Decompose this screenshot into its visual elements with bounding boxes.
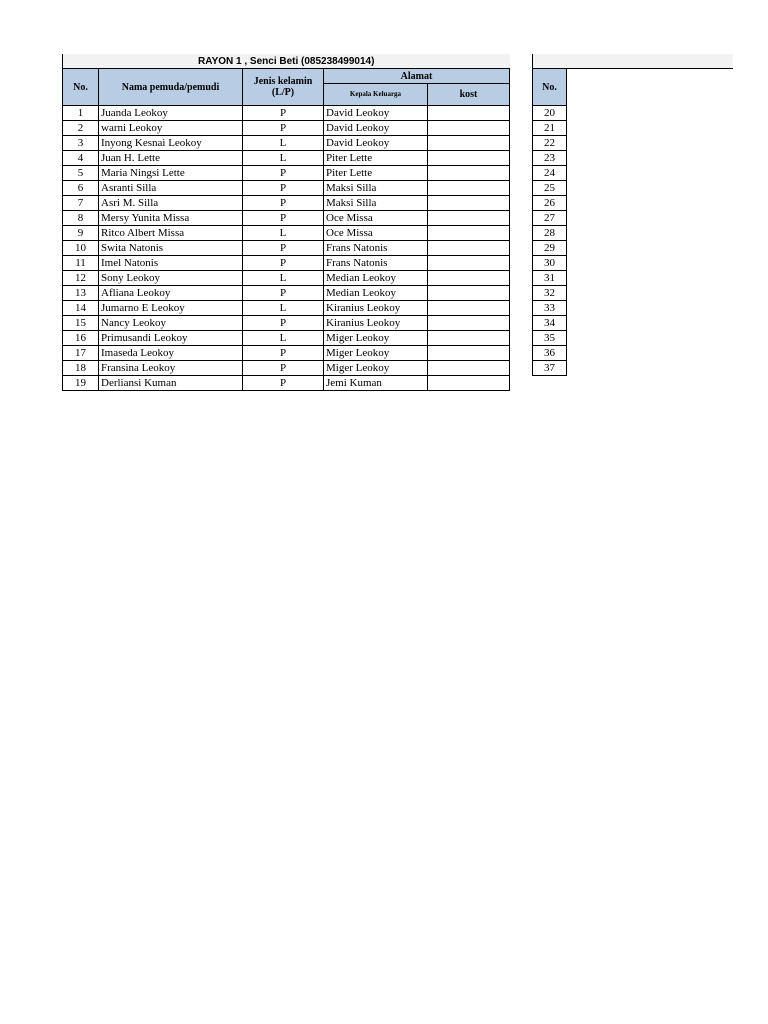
- row-number: 19: [63, 376, 99, 391]
- row-gender: L: [243, 136, 324, 151]
- row-kost: [428, 151, 510, 166]
- row-number: 5: [63, 166, 99, 181]
- side-table-body: [533, 106, 733, 376]
- table-row: [63, 211, 510, 226]
- side-row: [533, 286, 733, 301]
- side-row-number: 35: [533, 331, 567, 346]
- row-kost: [428, 331, 510, 346]
- row-head-of-family: Miger Leokoy: [324, 361, 428, 376]
- row-number: 17: [63, 346, 99, 361]
- side-row-blank: [567, 301, 733, 316]
- side-row-blank: [567, 106, 733, 121]
- row-gender: P: [243, 166, 324, 181]
- side-row-number: 20: [533, 106, 567, 121]
- row-kost: [428, 136, 510, 151]
- row-name: Asranti Silla: [99, 181, 243, 196]
- row-kost: [428, 301, 510, 316]
- table-row: [63, 241, 510, 256]
- table-row: [63, 286, 510, 301]
- row-number: 14: [63, 301, 99, 316]
- row-kost: [428, 376, 510, 391]
- side-header-no: No.: [533, 69, 567, 106]
- row-kost: [428, 226, 510, 241]
- table-row: [63, 181, 510, 196]
- row-head-of-family: Piter Lette: [324, 151, 428, 166]
- side-row: [533, 361, 733, 376]
- row-gender: P: [243, 286, 324, 301]
- side-row-blank: [567, 286, 733, 301]
- row-gender: P: [243, 376, 324, 391]
- side-row: [533, 256, 733, 271]
- row-gender: P: [243, 211, 324, 226]
- row-gender: L: [243, 301, 324, 316]
- row-head-of-family: Maksi Silla: [324, 196, 428, 211]
- row-kost: [428, 316, 510, 331]
- side-row: [533, 211, 733, 226]
- row-kost: [428, 361, 510, 376]
- side-row-number: 24: [533, 166, 567, 181]
- table-row: [63, 166, 510, 181]
- row-head-of-family: Miger Leokoy: [324, 346, 428, 361]
- table-row: [63, 256, 510, 271]
- row-name: Ritco Albert Missa: [99, 226, 243, 241]
- side-row-number: 37: [533, 361, 567, 376]
- side-title-cell-ext: [567, 54, 733, 69]
- row-head-of-family: Kiranius Leokoy: [324, 316, 428, 331]
- side-row-blank: [567, 361, 733, 376]
- sheet-title: RAYON 1 , Senci Beti (085238499014): [63, 54, 510, 69]
- table-row: [63, 301, 510, 316]
- row-number: 2: [63, 121, 99, 136]
- side-row: [533, 106, 733, 121]
- header-gender: Jenis kelamin (L/P): [243, 69, 324, 106]
- side-row: [533, 136, 733, 151]
- table-row: [63, 331, 510, 346]
- row-number: 13: [63, 286, 99, 301]
- table-row: [63, 226, 510, 241]
- side-row-number: 26: [533, 196, 567, 211]
- row-name: Fransina Leokoy: [99, 361, 243, 376]
- row-kost: [428, 241, 510, 256]
- row-head-of-family: Jemi Kuman: [324, 376, 428, 391]
- row-gender: P: [243, 121, 324, 136]
- row-number: 8: [63, 211, 99, 226]
- header-name: Nama pemuda/pemudi: [99, 69, 243, 106]
- side-row-blank: [567, 166, 733, 181]
- row-number: 10: [63, 241, 99, 256]
- row-head-of-family: Kiranius Leokoy: [324, 301, 428, 316]
- side-row-number: 27: [533, 211, 567, 226]
- row-number: 1: [63, 106, 99, 121]
- side-row-number: 31: [533, 271, 567, 286]
- side-title-cell: [533, 54, 567, 69]
- side-row: [533, 121, 733, 136]
- row-gender: P: [243, 241, 324, 256]
- side-number-table: [532, 54, 733, 376]
- row-kost: [428, 196, 510, 211]
- row-gender: P: [243, 106, 324, 121]
- row-name: Imaseda Leokoy: [99, 346, 243, 361]
- row-number: 3: [63, 136, 99, 151]
- side-row-number: 30: [533, 256, 567, 271]
- row-name: Jumarno E Leokoy: [99, 301, 243, 316]
- side-row-number: 21: [533, 121, 567, 136]
- row-name: Juan H. Lette: [99, 151, 243, 166]
- side-row-number: 32: [533, 286, 567, 301]
- side-row: [533, 331, 733, 346]
- row-number: 9: [63, 226, 99, 241]
- row-gender: L: [243, 271, 324, 286]
- row-number: 18: [63, 361, 99, 376]
- row-head-of-family: Miger Leokoy: [324, 331, 428, 346]
- side-row: [533, 316, 733, 331]
- side-row: [533, 151, 733, 166]
- table-row: [63, 151, 510, 166]
- side-row-blank: [567, 181, 733, 196]
- table-row: [63, 271, 510, 286]
- side-row-blank: [567, 226, 733, 241]
- side-row: [533, 166, 733, 181]
- row-name: Imel Natonis: [99, 256, 243, 271]
- row-name: Nancy Leokoy: [99, 316, 243, 331]
- table-row: [63, 316, 510, 331]
- table-row: [63, 376, 510, 391]
- row-head-of-family: Frans Natonis: [324, 241, 428, 256]
- table-row: [63, 361, 510, 376]
- side-row: [533, 196, 733, 211]
- side-row: [533, 301, 733, 316]
- row-name: Inyong Kesnai Leokoy: [99, 136, 243, 151]
- header-no: No.: [63, 69, 99, 106]
- side-row-number: 36: [533, 346, 567, 361]
- row-number: 7: [63, 196, 99, 211]
- table-row: [63, 346, 510, 361]
- row-gender: P: [243, 361, 324, 376]
- row-kost: [428, 106, 510, 121]
- row-kost: [428, 286, 510, 301]
- side-row-blank: [567, 211, 733, 226]
- row-number: 11: [63, 256, 99, 271]
- side-row-blank: [567, 331, 733, 346]
- row-kost: [428, 121, 510, 136]
- youth-list-table: [62, 54, 510, 391]
- row-number: 12: [63, 271, 99, 286]
- side-row-blank: [567, 196, 733, 211]
- row-head-of-family: Piter Lette: [324, 166, 428, 181]
- row-number: 15: [63, 316, 99, 331]
- side-row-blank: [567, 241, 733, 256]
- side-row: [533, 271, 733, 286]
- side-row-number: 33: [533, 301, 567, 316]
- row-kost: [428, 271, 510, 286]
- row-gender: P: [243, 256, 324, 271]
- side-row-blank: [567, 346, 733, 361]
- row-kost: [428, 256, 510, 271]
- row-head-of-family: Frans Natonis: [324, 256, 428, 271]
- table-body: [63, 106, 510, 391]
- row-head-of-family: Oce Missa: [324, 226, 428, 241]
- row-kost: [428, 166, 510, 181]
- row-number: 16: [63, 331, 99, 346]
- row-gender: L: [243, 331, 324, 346]
- row-name: Primusandi Leokoy: [99, 331, 243, 346]
- side-row-blank: [567, 271, 733, 286]
- side-row-number: 25: [533, 181, 567, 196]
- row-gender: P: [243, 316, 324, 331]
- row-head-of-family: David Leokoy: [324, 121, 428, 136]
- table-row: [63, 106, 510, 121]
- side-blank: [567, 69, 733, 106]
- side-row-blank: [567, 151, 733, 166]
- row-name: warni Leokoy: [99, 121, 243, 136]
- side-row-number: 22: [533, 136, 567, 151]
- table-row: [63, 136, 510, 151]
- side-row: [533, 226, 733, 241]
- row-name: Juanda Leokoy: [99, 106, 243, 121]
- row-name: Asri M. Silla: [99, 196, 243, 211]
- table-row: [63, 196, 510, 211]
- row-name: Sony Leokoy: [99, 271, 243, 286]
- side-row-blank: [567, 136, 733, 151]
- row-gender: L: [243, 226, 324, 241]
- side-row-blank: [567, 256, 733, 271]
- header-kost: kost: [428, 84, 510, 106]
- side-row-number: 28: [533, 226, 567, 241]
- row-head-of-family: David Leokoy: [324, 106, 428, 121]
- row-gender: P: [243, 181, 324, 196]
- row-kost: [428, 181, 510, 196]
- header-head-of-family: Kepala Keluarga: [324, 84, 428, 106]
- row-head-of-family: Median Leokoy: [324, 271, 428, 286]
- table-row: [63, 121, 510, 136]
- row-head-of-family: Maksi Silla: [324, 181, 428, 196]
- row-name: Derliansi Kuman: [99, 376, 243, 391]
- side-row-number: 29: [533, 241, 567, 256]
- row-kost: [428, 211, 510, 226]
- row-head-of-family: David Leokoy: [324, 136, 428, 151]
- row-gender: L: [243, 151, 324, 166]
- row-name: Afliana Leokoy: [99, 286, 243, 301]
- row-name: Swita Natonis: [99, 241, 243, 256]
- row-number: 6: [63, 181, 99, 196]
- side-row: [533, 241, 733, 256]
- side-row-blank: [567, 121, 733, 136]
- row-number: 4: [63, 151, 99, 166]
- row-gender: P: [243, 346, 324, 361]
- side-row-number: 23: [533, 151, 567, 166]
- side-row-number: 34: [533, 316, 567, 331]
- row-gender: P: [243, 196, 324, 211]
- row-head-of-family: Median Leokoy: [324, 286, 428, 301]
- row-name: Maria Ningsi Lette: [99, 166, 243, 181]
- side-row-blank: [567, 316, 733, 331]
- row-name: Mersy Yunita Missa: [99, 211, 243, 226]
- side-row: [533, 181, 733, 196]
- side-row: [533, 346, 733, 361]
- row-head-of-family: Oce Missa: [324, 211, 428, 226]
- row-kost: [428, 346, 510, 361]
- header-address: Alamat: [324, 69, 510, 84]
